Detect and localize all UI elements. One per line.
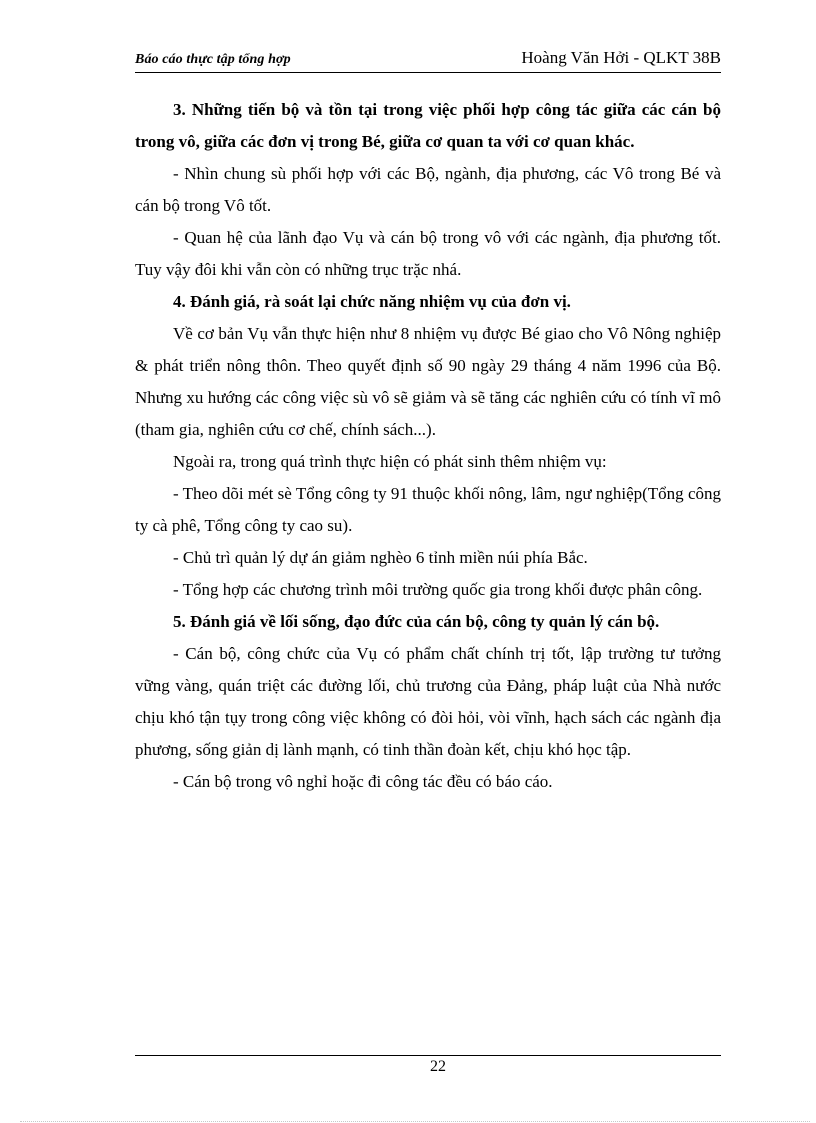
section-heading-5: 5. Đánh giá về lối sống, đạo đức của cán bộ, công ty quản lý cán bộ. <box>173 612 660 631</box>
paragraph: - Cán bộ trong vô nghỉ hoặc đi công tác đều có báo cáo. <box>173 772 553 791</box>
paragraph: Về cơ bản Vụ vẫn thực hiện như 8 nhiệm vụ được Bé giao cho Vô Nông nghiệp & phát triển nông thôn. Theo quyết định số 90 ngày 29 tháng 4 năm 1996 của Bộ. Nhưng xu hướng các công việc sù vô sẽ giảm và sẽ tăng các nghiên cứu có tính vĩ mô (tham gia, nghiên cứu cơ chế, chính sách...). <box>135 324 721 439</box>
paragraph: - Cán bộ, công chức của Vụ có phẩm chất chính trị tốt, lập trường tư tưởng vững vàng, quán triệt các đường lối, chủ trương của Đảng, pháp luật của Nhà nước chịu khó tận tụy trong công việc không có đòi hỏi, vòi vĩnh, hạch sách các ngành địa phương, sống giản dị lành mạnh, có tinh thần đoàn kết, chịu khó học tập. <box>135 644 721 759</box>
paragraph: Ngoài ra, trong quá trình thực hiện có phát sinh thêm nhiệm vụ: <box>173 452 607 471</box>
report-title: Báo cáo thực tập tổng hợp <box>135 52 291 67</box>
paragraph: - Quan hệ của lãnh đạo Vụ và cán bộ trong vô với các ngành, địa phương tốt. Tuy vậy đôi khi vẫn còn có những trục trặc nhá. <box>135 228 721 279</box>
paragraph: - Chủ trì quản lý dự án giảm nghèo 6 tỉnh miền núi phía Bắc. <box>173 548 588 567</box>
paragraph: - Tổng hợp các chương trình môi trường quốc gia trong khối được phân công. <box>173 580 703 599</box>
footer-divider <box>135 1055 721 1056</box>
section-heading-4: 4. Đánh giá, rà soát lại chức năng nhiệm vụ của đơn vị. <box>173 292 571 311</box>
page-header <box>135 48 721 73</box>
document-body <box>135 94 721 798</box>
page-number: 22 <box>430 1058 446 1075</box>
author-class: Hoàng Văn Hởi - QLKT 38B <box>521 48 721 67</box>
paragraph: - Nhìn chung sù phối hợp với các Bộ, ngành, địa phương, các Vô trong Bé và cán bộ trong Vô tốt. <box>135 164 721 215</box>
section-heading-3: 3. Những tiến bộ và tồn tại trong việc phối hợp công tác giữa các cán bộ trong vô, giữa các đơn vị trong Bé, giữa cơ quan ta với cơ quan khác. <box>135 100 721 151</box>
paragraph: - Theo dõi mét sè Tổng công ty 91 thuộc khối nông, lâm, ngư nghiệp(Tổng công ty cà phê, Tổng công ty cao su). <box>135 484 721 535</box>
page-edge-divider <box>20 1121 810 1122</box>
